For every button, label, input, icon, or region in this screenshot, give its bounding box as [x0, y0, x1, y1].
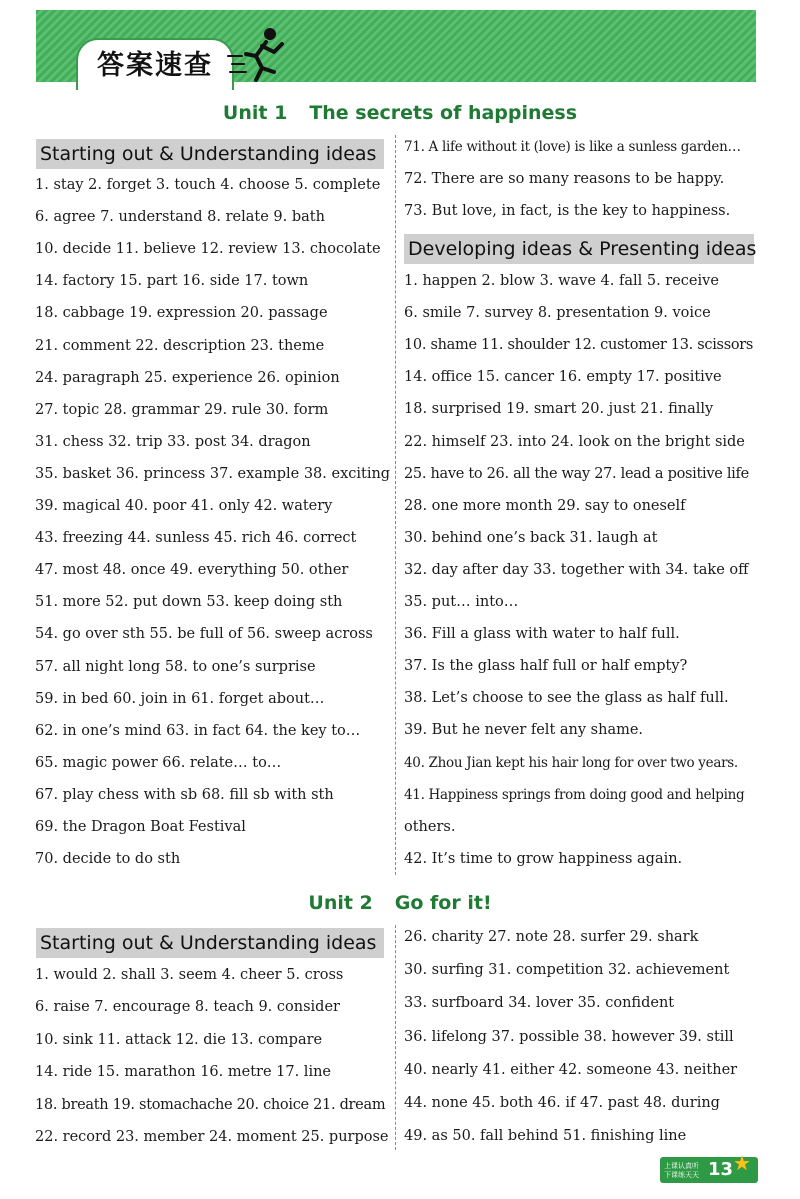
answer-line: 33. surfboard 34. lover 35. confident — [404, 995, 675, 1012]
answer-line: 57. all night long 58. to one’s surprise — [35, 658, 316, 675]
answer-line: 62. in one’s mind 63. in fact 64. the key to… — [35, 722, 361, 739]
answer-line: 31. chess 32. trip 33. post 34. dragon — [35, 433, 311, 450]
answer-line: 18. cabbage 19. expression 20. passage — [35, 305, 328, 322]
column-divider — [395, 925, 396, 1150]
unit1-title — [0, 102, 800, 124]
answer-line: 69. the Dragon Boat Festival — [35, 819, 246, 835]
answer-line: 40. nearly 41. either 42. someone 43. neither — [404, 1061, 738, 1078]
page-number: 13 — [708, 1159, 734, 1180]
answer-line: 72. There are so many reasons to be happy. — [404, 171, 725, 187]
answer-line: 65. magic power 66. relate… to… — [35, 754, 282, 771]
answer-line: 10. shame 11. shoulder 12. customer 13. scissors — [404, 337, 754, 354]
unit2-subtitle: Go for it! — [394, 892, 492, 914]
runner-icon — [226, 26, 288, 82]
answer-line: 30. surfing 31. competition 32. achievement — [404, 962, 730, 979]
unit2-section1-heading: Starting out & Understanding ideas — [36, 928, 384, 958]
answer-line: 49. as 50. fall behind 51. finishing line — [404, 1128, 687, 1145]
footer-slogan-2: 下课练天天 — [664, 1171, 699, 1179]
star-icon: ★ — [733, 1151, 751, 1175]
answer-line: 22. record 23. member 24. moment 25. purpose — [35, 1129, 389, 1145]
answer-line: 6. agree 7. understand 8. relate 9. bath — [35, 209, 325, 226]
answer-line: 36. lifelong 37. possible 38. however 39. still — [404, 1028, 734, 1045]
answer-line: 26. charity 27. note 28. surfer 29. shark — [404, 929, 699, 945]
answer-line: 21. comment 22. description 23. theme — [35, 337, 325, 354]
answer-line: 35. put… into… — [404, 594, 519, 610]
answer-line: 25. have to 26. all the way 27. lead a positive life — [404, 465, 749, 482]
answer-line: others. — [404, 818, 456, 835]
answer-line: 43. freezing 44. sunless 45. rich 46. correct — [35, 530, 357, 547]
unit2-title — [0, 892, 800, 914]
answer-line: 28. one more month 29. say to oneself — [404, 497, 686, 514]
unit1-section2-heading: Developing ideas & Presenting ideas — [404, 234, 754, 264]
answer-line: 18. breath 19. stomachache 20. choice 21. dream — [35, 1096, 386, 1113]
answer-line: 1. stay 2. forget 3. touch 4. choose 5. complete — [35, 177, 381, 193]
answer-line: 10. decide 11. believe 12. review 13. chocolate — [35, 241, 381, 258]
answer-line: 14. ride 15. marathon 16. metre 17. line — [35, 1064, 332, 1081]
answer-line: 6. smile 7. survey 8. presentation 9. voice — [404, 305, 711, 322]
answer-line: 47. most 48. once 49. everything 50. other — [35, 562, 349, 579]
answer-line: 39. But he never felt any shame. — [404, 722, 644, 739]
unit1-subtitle: The secrets of happiness — [309, 102, 578, 124]
answer-line: 18. surprised 19. smart 20. just 21. finally — [404, 401, 714, 418]
answer-line: 32. day after day 33. together with 34. take off — [404, 561, 749, 578]
answer-line: 14. factory 15. part 16. side 17. town — [35, 273, 309, 290]
answer-line: 70. decide to do sth — [35, 851, 181, 868]
answer-line: 35. basket 36. princess 37. example 38. exciting — [35, 465, 391, 482]
answer-line: 10. sink 11. attack 12. die 13. compare — [35, 1031, 323, 1048]
unit2-number: Unit 2 — [308, 892, 373, 914]
answer-line: 71. A life without it (love) is like a sunless garden… — [404, 139, 741, 155]
answer-line: 24. paragraph 25. experience 26. opinion — [35, 369, 340, 386]
answer-line: 39. magical 40. poor 41. only 42. watery — [35, 498, 333, 514]
answer-line: 22. himself 23. into 24. look on the bright side — [404, 433, 745, 450]
answer-line: 1. would 2. shall 3. seem 4. cheer 5. cross — [35, 967, 344, 983]
footer-slogan-1: 上课认真听 — [664, 1162, 699, 1170]
answer-line: 37. Is the glass half full or half empty? — [404, 658, 688, 675]
answer-line: 42. It’s time to grow happiness again. — [404, 850, 683, 867]
answer-line: 59. in bed 60. join in 61. forget about… — [35, 690, 325, 707]
answer-line: 14. office 15. cancer 16. empty 17. positive — [404, 369, 722, 386]
answer-line: 41. Happiness springs from doing good and helping — [404, 786, 745, 803]
answer-line: 51. more 52. put down 53. keep doing sth — [35, 594, 343, 611]
answer-line: 38. Let’s choose to see the glass as half full. — [404, 690, 729, 707]
answer-line: 30. behind one’s back 31. laugh at — [404, 529, 658, 546]
answer-line: 73. But love, in fact, is the key to happiness. — [404, 203, 731, 219]
unit1-number: Unit 1 — [222, 102, 288, 124]
answer-line: 54. go over sth 55. be full of 56. sweep across — [35, 626, 373, 643]
answer-line: 67. play chess with sb 68. fill sb with sth — [35, 786, 334, 803]
answer-line: 40. Zhou Jian kept his hair long for over two years. — [404, 754, 738, 771]
answer-line: 36. Fill a glass with water to half full. — [404, 626, 680, 643]
answer-line: 1. happen 2. blow 3. wave 4. fall 5. receive — [404, 273, 719, 289]
answer-line: 44. none 45. both 46. if 47. past 48. during — [404, 1095, 720, 1111]
banner-title: 答案速查 — [76, 38, 234, 90]
answer-line: 6. raise 7. encourage 8. teach 9. consider — [35, 999, 340, 1016]
answer-line: 27. topic 28. grammar 29. rule 30. form — [35, 401, 329, 418]
unit1-section1-heading: Starting out & Understanding ideas — [36, 139, 384, 169]
column-divider — [395, 135, 396, 875]
